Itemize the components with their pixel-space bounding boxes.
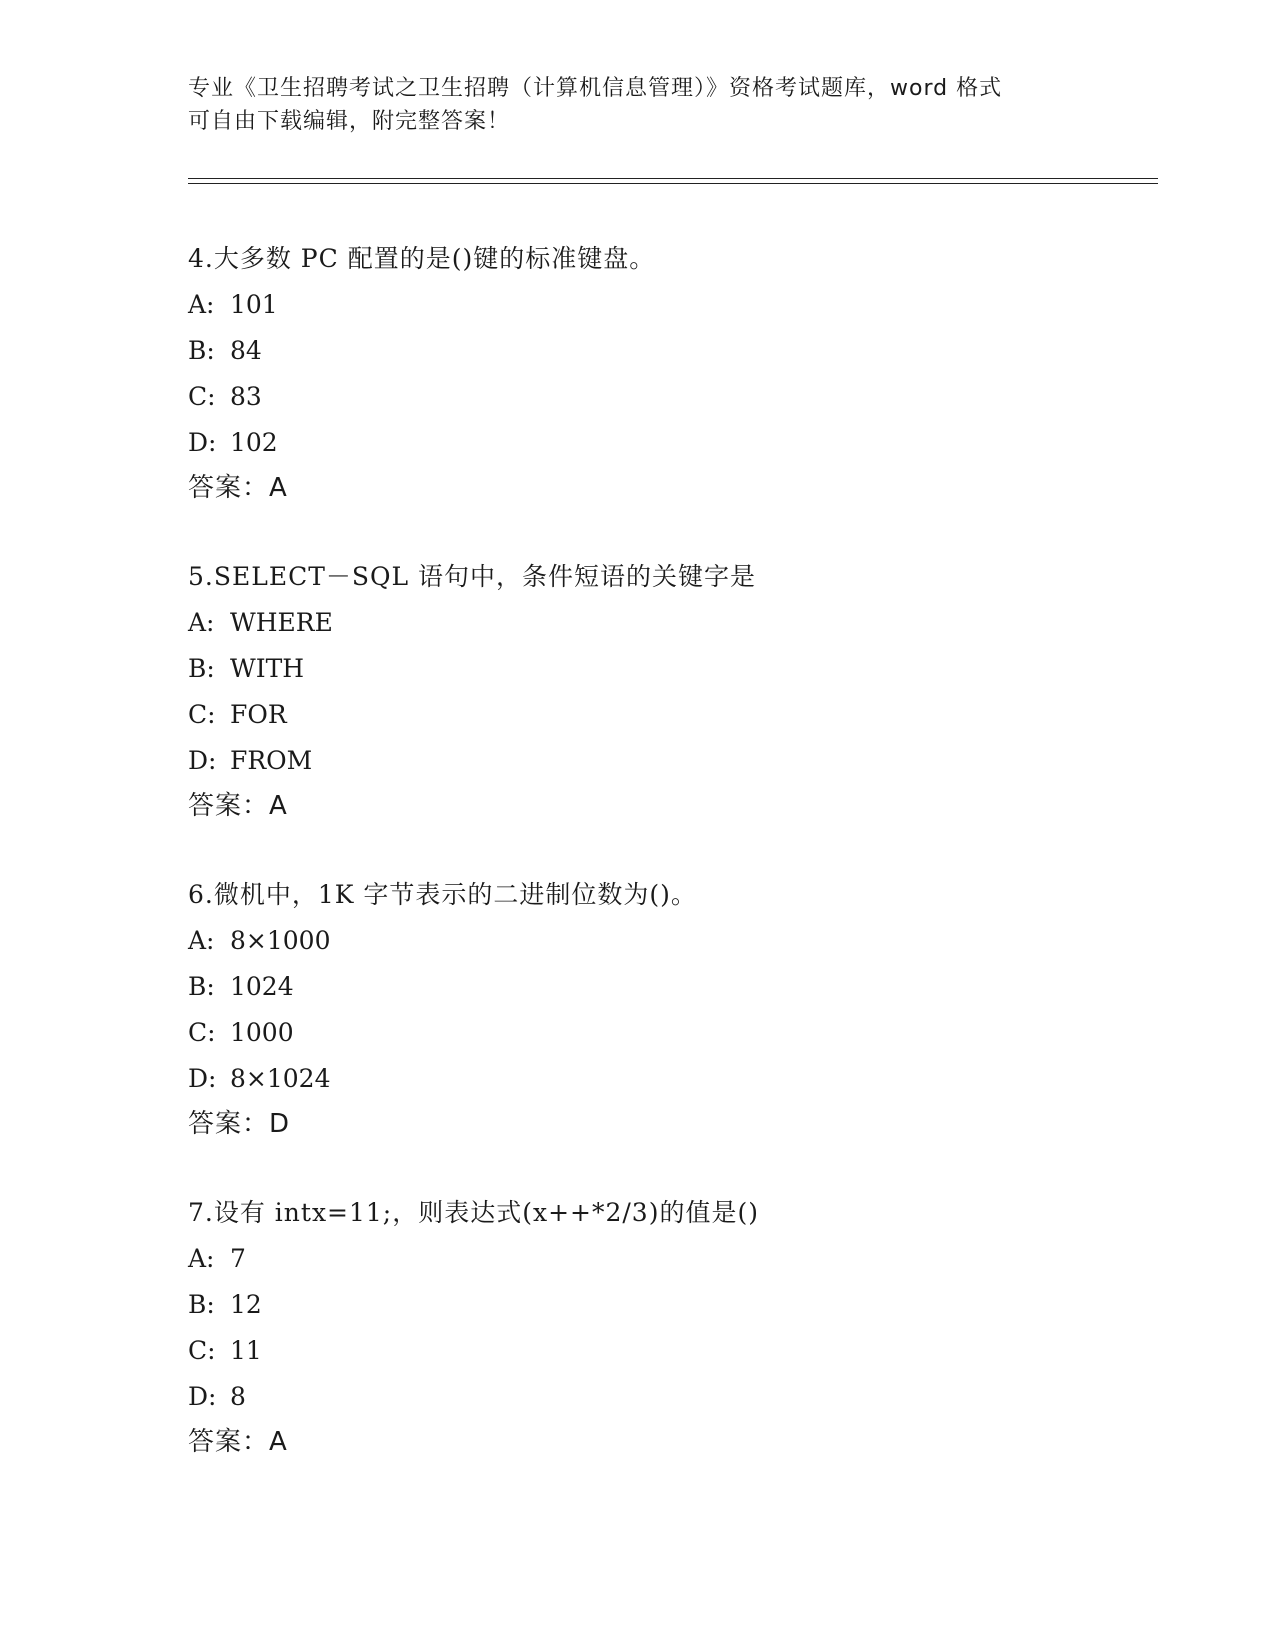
option-c — [188, 1328, 1148, 1374]
question-5 — [188, 554, 1148, 828]
option-label: B: — [188, 972, 215, 1001]
option-text: 101 — [230, 290, 278, 319]
header-line-2: 可自由下载编辑，附完整答案！ — [188, 109, 511, 134]
question-7 — [188, 1190, 1148, 1464]
question-title: 7.设有 intx=11;，则表达式(x++*2/3)的值是() — [188, 1198, 759, 1227]
header-line-1: 专业《卫生招聘考试之卫生招聘（计算机信息管理）》资格考试题库，word 格式 — [188, 76, 1003, 101]
option-label: C: — [188, 1018, 216, 1047]
option-label: D: — [188, 1064, 217, 1093]
option-text: 12 — [230, 1290, 262, 1319]
option-label: A: — [188, 926, 215, 955]
option-text: 1024 — [230, 972, 294, 1001]
option-b — [188, 964, 1148, 1010]
question-title: 4.大多数 PC 配置的是()键的标准键盘。 — [188, 244, 656, 273]
option-a — [188, 282, 1148, 328]
option-a — [188, 1236, 1148, 1282]
option-b — [188, 328, 1148, 374]
option-label: A: — [188, 290, 215, 319]
option-text: 84 — [230, 336, 262, 365]
option-label: C: — [188, 700, 216, 729]
question-list — [188, 236, 1148, 1508]
header-divider-top — [188, 178, 1158, 179]
option-text: 83 — [230, 382, 262, 411]
option-b — [188, 646, 1148, 692]
option-label: D: — [188, 746, 217, 775]
option-d — [188, 1374, 1148, 1420]
option-label: B: — [188, 654, 215, 683]
answer: 答案：A — [188, 473, 288, 503]
document-header — [188, 72, 1088, 138]
option-label: A: — [188, 608, 215, 637]
option-label: B: — [188, 1290, 215, 1319]
option-d — [188, 420, 1148, 466]
option-c — [188, 692, 1148, 738]
option-text: 7 — [230, 1244, 246, 1273]
question-4 — [188, 236, 1148, 510]
header-divider-bottom — [188, 183, 1158, 184]
option-c — [188, 1010, 1148, 1056]
option-text: FOR — [230, 700, 287, 729]
option-a — [188, 918, 1148, 964]
option-label: D: — [188, 1382, 217, 1411]
option-text: WITH — [230, 654, 305, 683]
option-text: 8 — [230, 1382, 246, 1411]
option-text: 11 — [230, 1336, 262, 1365]
option-b — [188, 1282, 1148, 1328]
question-title: 6.微机中，1K 字节表示的二进制位数为()。 — [188, 880, 697, 909]
answer: 答案：A — [188, 1427, 288, 1457]
option-text: 8×1000 — [230, 926, 331, 955]
option-text: FROM — [230, 746, 313, 775]
option-a — [188, 600, 1148, 646]
option-label: A: — [188, 1244, 215, 1273]
option-label: C: — [188, 382, 216, 411]
answer: 答案：A — [188, 791, 288, 821]
option-c — [188, 374, 1148, 420]
question-title: 5.SELECT－SQL 语句中，条件短语的关键字是 — [188, 562, 757, 591]
option-d — [188, 738, 1148, 784]
option-label: B: — [188, 336, 215, 365]
option-text: WHERE — [230, 608, 333, 637]
option-label: D: — [188, 428, 217, 457]
question-6 — [188, 872, 1148, 1146]
option-label: C: — [188, 1336, 216, 1365]
option-text: 102 — [230, 428, 278, 457]
option-d — [188, 1056, 1148, 1102]
option-text: 1000 — [230, 1018, 294, 1047]
option-text: 8×1024 — [230, 1064, 331, 1093]
answer: 答案：D — [188, 1109, 291, 1139]
